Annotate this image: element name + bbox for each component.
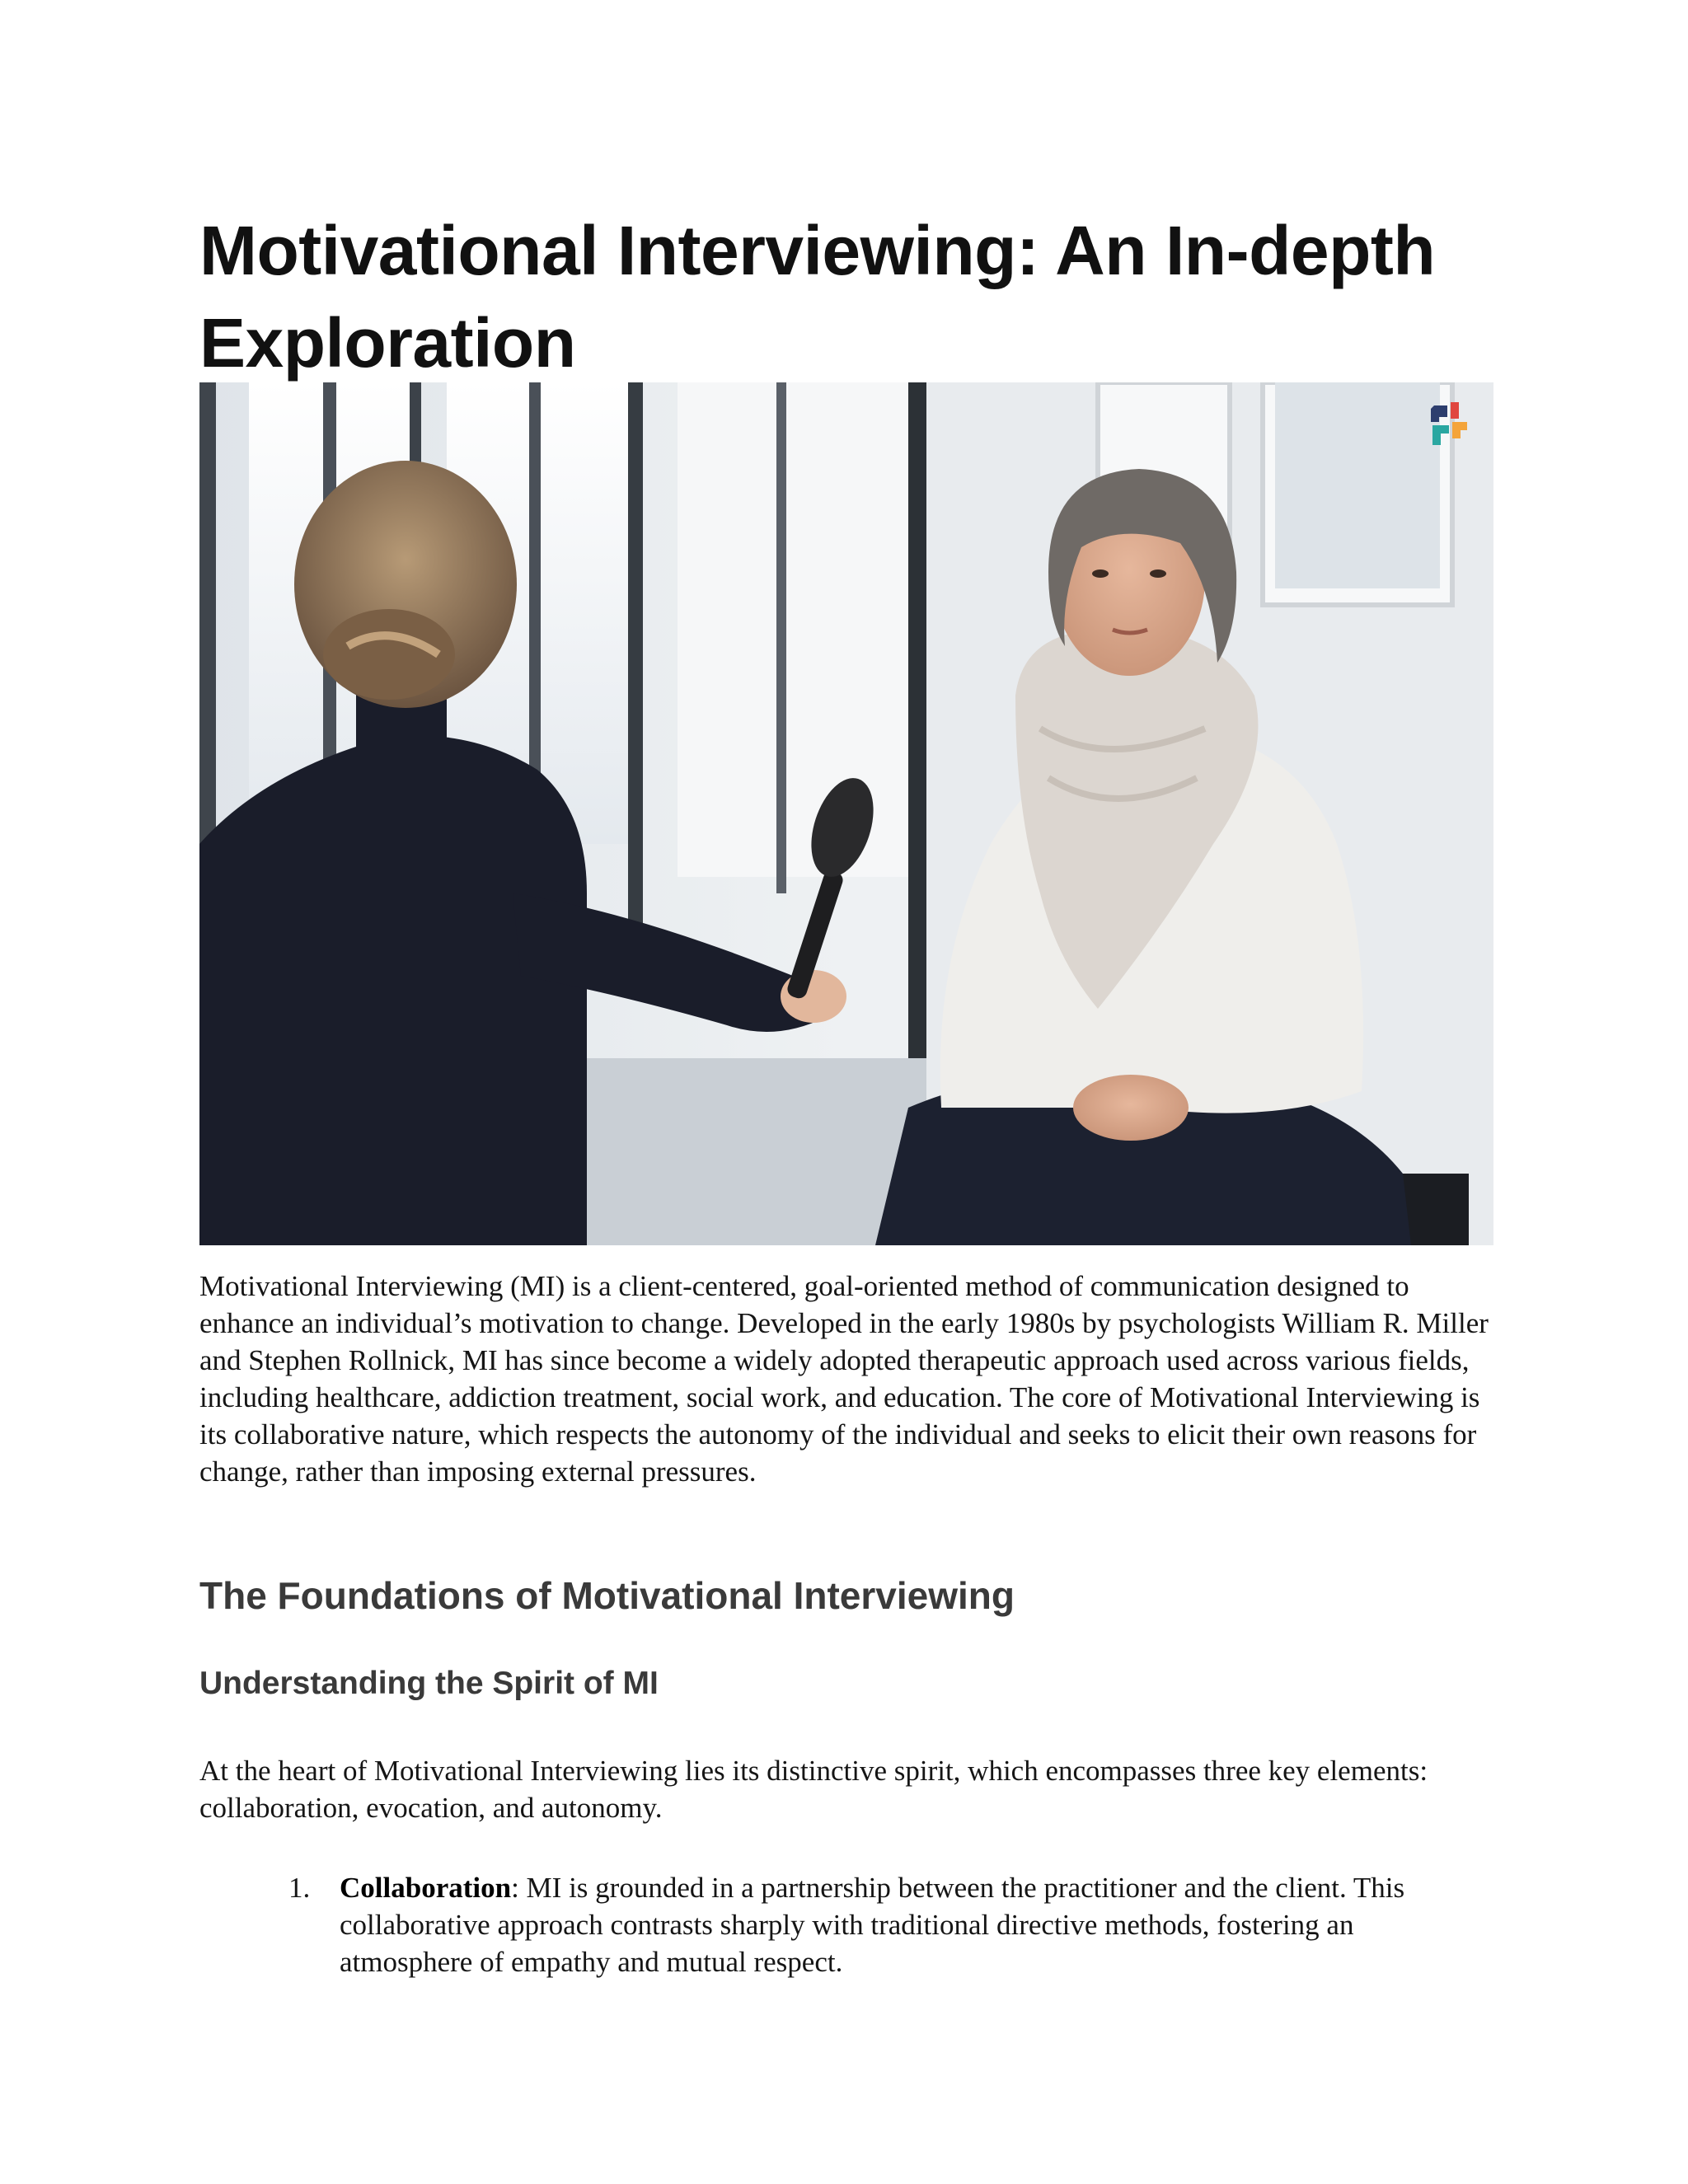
- hero-photo: [199, 382, 1493, 1245]
- list-item-term: Collaboration: [340, 1872, 512, 1904]
- list-item-text: : MI is grounded in a partnership between the practitioner and the client. This collaborative approach contrasts sharply with traditional directive methods, fostering an atmosphere of empathy and mutual respect.: [340, 1872, 1405, 1978]
- page-title: Motivational Interviewing: An In-depth Exploration: [199, 212, 1436, 382]
- interview-scene-illustration: [199, 382, 1493, 1245]
- intro-paragraph: Motivational Interviewing (MI) is a client-centered, goal-oriented method of communication designed to enhance an individual’s motivation to change. Developed in the early 1980s by psychologists William R. Miller and Stephen Rollnick, MI has since become a widely adopted therapeutic approach used across various fields, including healthcare, addiction treatment, social work, and education. The core of Motivational Interviewing is its collaborative nature, which respects the autonomy of the individual and seeks to elicit their own reasons for change, rather than imposing external pressures.: [199, 1270, 1489, 1488]
- subsection-heading: Understanding the Spirit of MI: [199, 1666, 659, 1701]
- list-item: [199, 1869, 1477, 1980]
- brand-logo-icon: [1423, 397, 1475, 450]
- elements-list: [199, 1869, 1493, 1980]
- section-heading: The Foundations of Motivational Interviewing: [199, 1574, 1015, 1617]
- list-item-number: 1.: [288, 1872, 311, 1904]
- spirit-paragraph: At the heart of Motivational Interviewing lies its distinctive spirit, which encompasses three key elements: collaboration, evocation, and autonomy.: [199, 1755, 1428, 1824]
